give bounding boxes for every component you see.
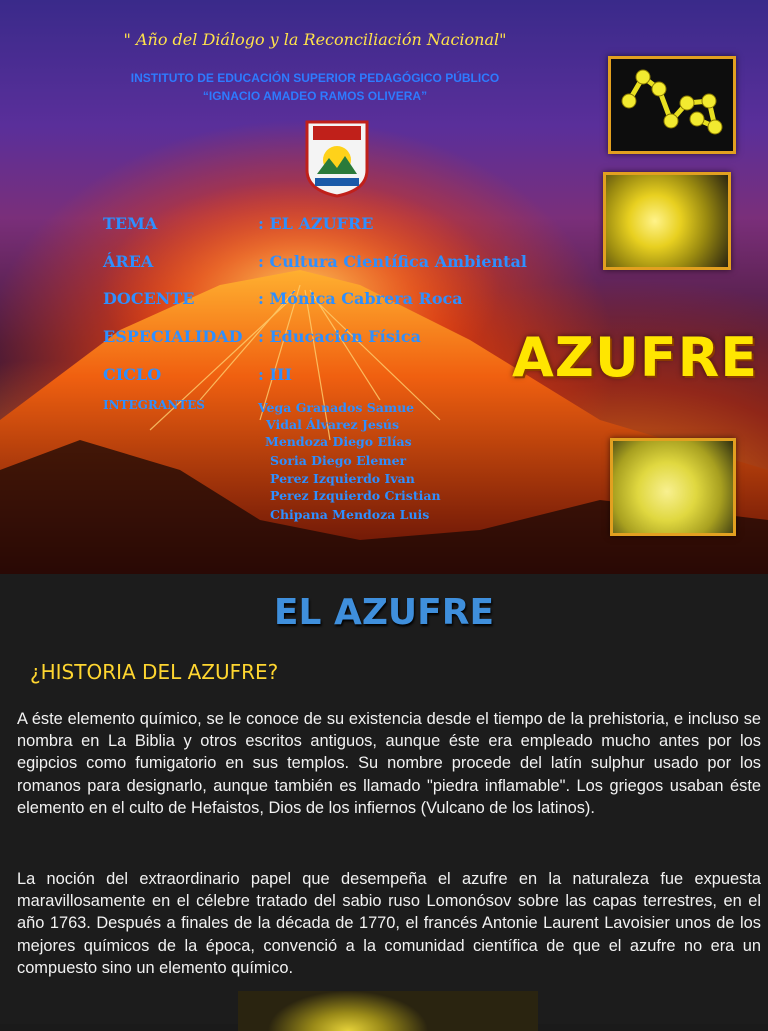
- member-name: Mendoza Diego Elías: [265, 434, 412, 449]
- field-value: : Cultura Científica Ambiental: [258, 252, 527, 271]
- institute-name-line2: “IGNACIO AMADEO RAMOS OLIVERA”: [202, 89, 428, 103]
- section-heading: ¿HISTORIA DEL AZUFRE?: [30, 660, 279, 684]
- history-slide: [0, 574, 768, 1024]
- member-name: Vega Granados Samue: [258, 400, 415, 415]
- motto-text: " Año del Diálogo y la Reconciliación Nacional": [123, 30, 507, 49]
- sulfur-molecule-image: [608, 56, 736, 154]
- member-name: Perez Izquierdo Ivan: [270, 471, 415, 486]
- members-label: INTEGRANTES: [103, 398, 205, 412]
- sulfur-crystal-photo: [610, 438, 736, 536]
- field-label: TEMA: [103, 214, 158, 233]
- sulfur-sample-photo: [238, 991, 538, 1031]
- member-name: Chipana Mendoza Luis: [270, 507, 430, 522]
- field-value: : Mónica Cabrera Roca: [258, 289, 463, 308]
- sulfur-crystal-photo: [603, 172, 731, 270]
- member-name: Vidal Álvarez Jesús: [266, 417, 399, 432]
- field-label: CICLO: [103, 365, 162, 384]
- institute-name-line1: INSTITUTO DE EDUCACIÓN SUPERIOR PEDAGÓGICO PÚBLICO: [130, 71, 500, 85]
- page-title: EL AZUFRE: [273, 592, 495, 633]
- institute-crest-logo: [305, 118, 369, 198]
- field-value: : III: [258, 365, 292, 384]
- field-value: : EL AZUFRE: [258, 214, 373, 233]
- field-label: DOCENTE: [103, 289, 195, 308]
- member-name: Perez Izquierdo Cristian: [270, 488, 441, 503]
- field-label: ESPECIALIDAD: [103, 327, 243, 346]
- field-value: : Educación Física: [258, 327, 421, 346]
- paragraph: A éste elemento químico, se le conoce de su existencia desde el tiempo de la prehistoria, e incluso se nombra en La Biblia y otros escritos antiguos, aunque éste era empleado mucho antes por los egipcios como fumigatorio en sus templos. Su nombre procede del latín sulphur usado por los romanos para designarlo, aunque también es llamado "piedra inflamable". Los griegos usaban éste elemento en el culto de Hefaistos, Dios de los infiernos (Vulcano de los latinos).: [17, 710, 761, 817]
- paragraph: La noción del extraordinario papel que desempeña el azufre en la naturaleza fue expuesta maravillosamente en el célebre tratado del sabio ruso Lomonósov sobre las capas terrestres, en el año 1763. Después a finales de la década de 1770, el francés Antonie Laurent Lavoisier unos de los mejores químicos de la época, convenció a la comunidad científica de que el azufre no era un compuesto sino un elemento químico.: [17, 870, 761, 977]
- cover-big-title: AZUFRE: [512, 326, 759, 389]
- field-label: ÁREA: [103, 252, 154, 271]
- member-name: Soria Diego Elemer: [270, 453, 407, 468]
